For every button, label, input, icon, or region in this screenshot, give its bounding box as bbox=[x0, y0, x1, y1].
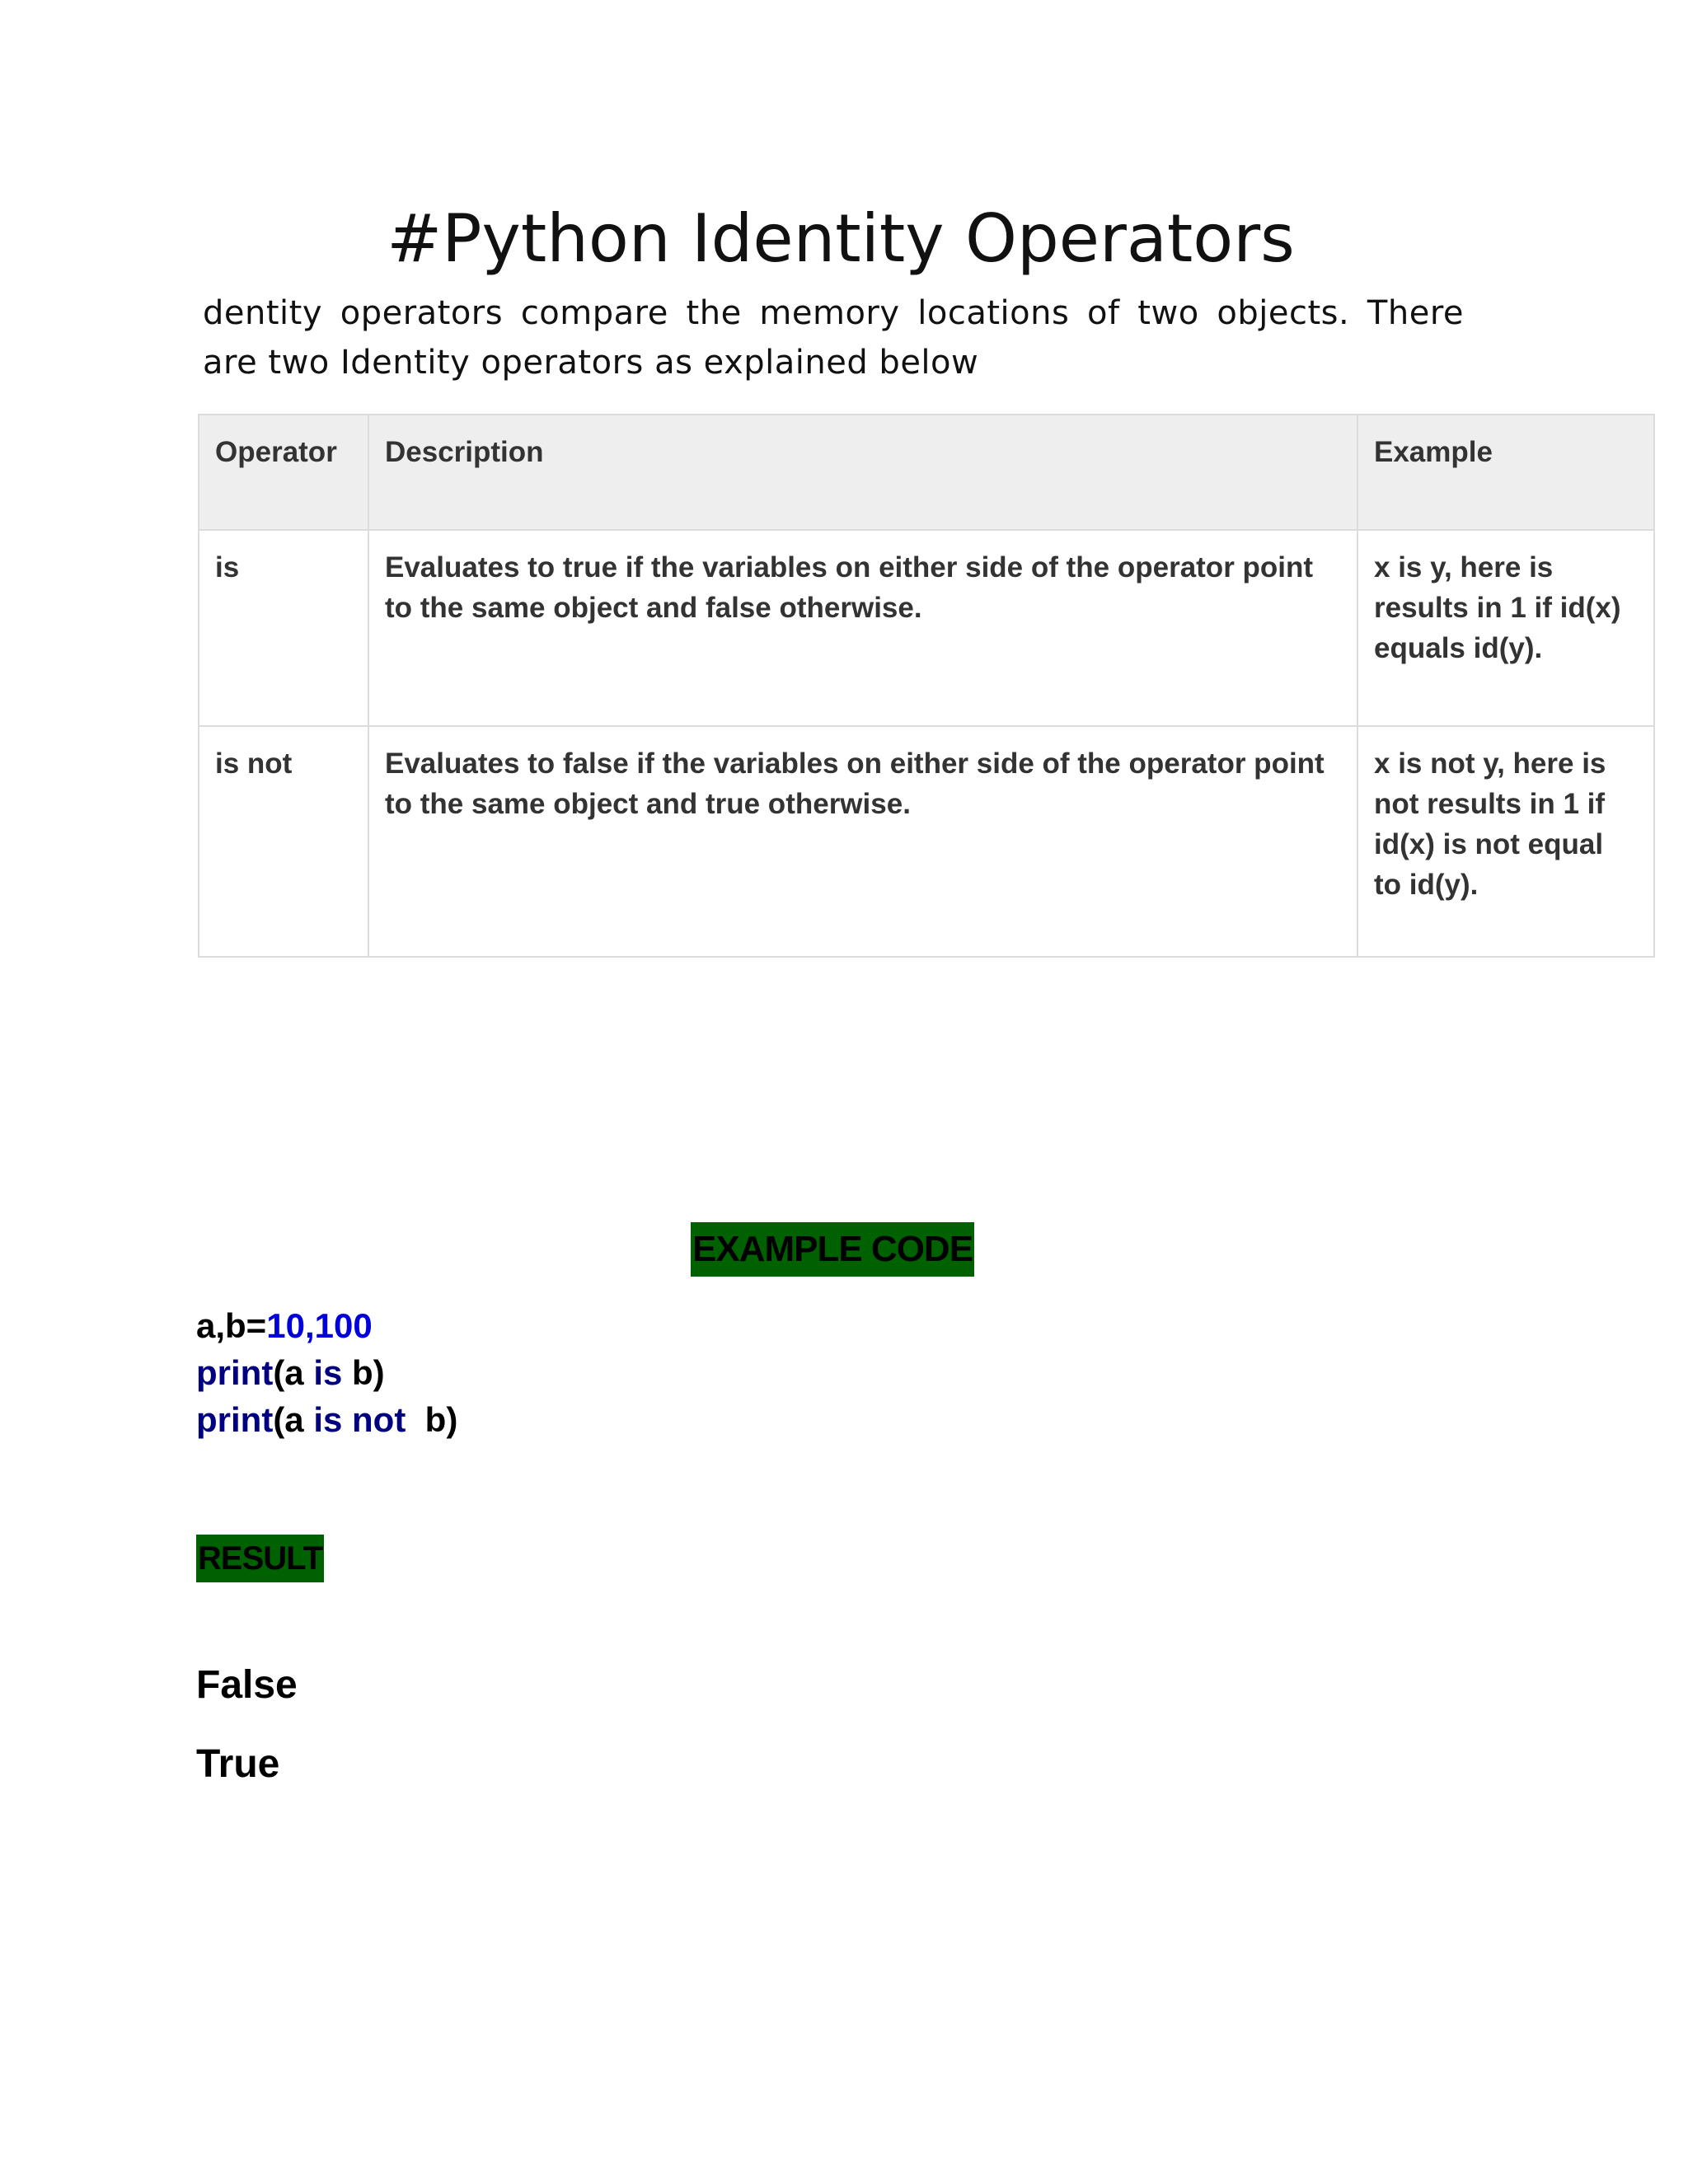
code-line bbox=[196, 1302, 457, 1349]
table-header-row bbox=[199, 415, 1654, 530]
output-line: False bbox=[196, 1663, 298, 1707]
code-text: b) bbox=[406, 1400, 458, 1439]
code-text: (a bbox=[273, 1400, 314, 1439]
code-function: print bbox=[196, 1400, 274, 1439]
code-line bbox=[196, 1349, 457, 1396]
result-heading: RESULT bbox=[196, 1535, 324, 1582]
code-comma: , bbox=[304, 1306, 315, 1345]
operator-cell: is bbox=[199, 530, 368, 726]
header-operator: Operator bbox=[199, 415, 368, 530]
example-code-heading: EXAMPLE CODE bbox=[691, 1222, 974, 1277]
description-cell: Evaluates to false if the variables on either side of the operator point to the same object and true otherwise. bbox=[368, 726, 1357, 957]
description-cell: Evaluates to true if the variables on either side of the operator point to the same object and false otherwise. bbox=[368, 530, 1357, 726]
code-function: print bbox=[196, 1353, 274, 1392]
code-line bbox=[196, 1396, 457, 1443]
header-example: Example bbox=[1357, 415, 1654, 530]
example-cell: x is not y, here is not results in 1 if id(x) is not equal to id(y). bbox=[1357, 726, 1654, 957]
code-text: a,b= bbox=[196, 1306, 267, 1345]
output-line: True bbox=[196, 1742, 280, 1786]
code-keyword: is not bbox=[313, 1400, 406, 1439]
page-title: #Python Identity Operators bbox=[387, 200, 1295, 277]
code-number: 100 bbox=[314, 1306, 373, 1345]
operator-cell: is not bbox=[199, 726, 368, 957]
table-row bbox=[199, 726, 1654, 957]
header-description: Description bbox=[368, 415, 1357, 530]
code-keyword: is bbox=[313, 1353, 343, 1392]
code-text: b) bbox=[342, 1353, 385, 1392]
identity-operators-table bbox=[198, 414, 1655, 958]
code-number: 10 bbox=[266, 1306, 305, 1345]
table-row bbox=[199, 530, 1654, 726]
example-cell: x is y, here is results in 1 if id(x) equals id(y). bbox=[1357, 530, 1654, 726]
code-text: (a bbox=[273, 1353, 314, 1392]
code-block bbox=[196, 1302, 457, 1443]
intro-paragraph: dentity operators compare the memory locations of two objects. There are two Identity operators as explained below bbox=[203, 294, 1464, 382]
